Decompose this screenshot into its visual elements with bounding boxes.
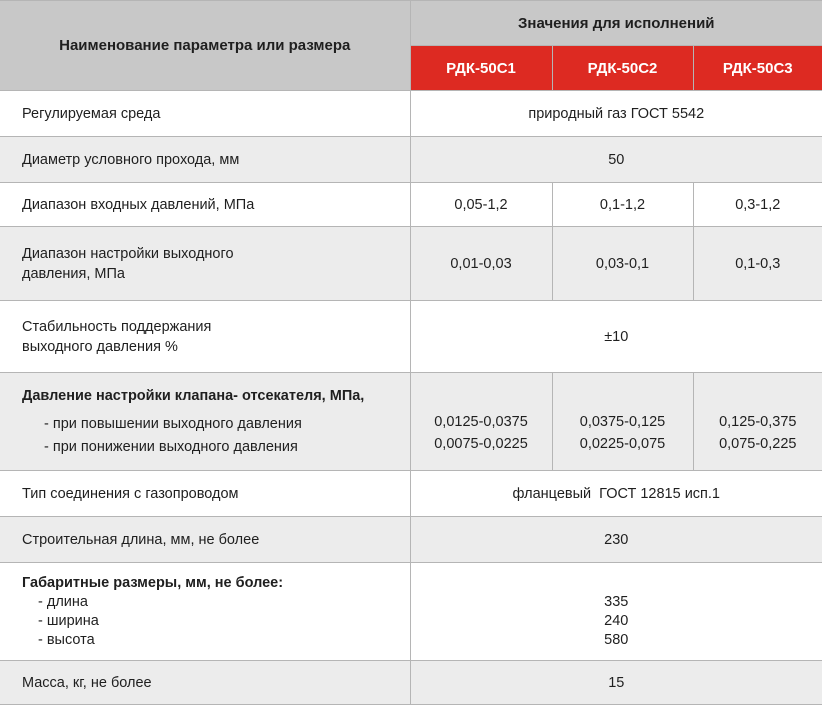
row-name-outlet-line1: Диапазон настройки выходного xyxy=(22,245,234,262)
row-value-shutoff-3-high: 0,125-0,375 xyxy=(719,413,797,430)
param-column-header: Наименование параметра или размера xyxy=(0,1,410,91)
row-value-inlet-1: 0,05-1,2 xyxy=(410,183,552,227)
row-name-stability-line2: выходного давления % xyxy=(22,338,178,355)
row-name-dimensions xyxy=(0,563,410,661)
row-value-length: 230 xyxy=(410,517,822,563)
table-row-connection xyxy=(0,471,822,517)
row-value-shutoff-3-low: 0,075-0,225 xyxy=(719,435,797,452)
row-name-dimensions-sub3: - высота xyxy=(38,631,95,648)
row-value-outlet-3: 0,1-0,3 xyxy=(693,227,822,301)
table-row-inlet xyxy=(0,183,822,227)
table-row-diameter xyxy=(0,137,822,183)
model-header-1: РДК-50С1 xyxy=(410,46,552,91)
row-name-outlet-line2: давления, МПа xyxy=(22,265,126,282)
row-name-mass: Масса, кг, не более xyxy=(0,661,410,705)
row-name-diameter: Диаметр условного прохода, мм xyxy=(0,137,410,183)
model-header-3: РДК-50С3 xyxy=(693,46,822,91)
row-value-shutoff-1-low: 0,0075-0,0225 xyxy=(434,435,528,452)
row-value-dimensions-3: 580 xyxy=(604,632,629,648)
row-name-outlet xyxy=(0,227,410,301)
row-value-outlet-2: 0,03-0,1 xyxy=(552,227,693,301)
row-name-dimensions-sub1: - длина xyxy=(38,593,88,610)
model-header-2: РДК-50С2 xyxy=(552,46,693,91)
table-row-mass xyxy=(0,661,822,705)
row-name-length: Строительная длина, мм, не более xyxy=(0,517,410,563)
row-value-shutoff-3 xyxy=(693,373,822,471)
row-name-shutoff-sub2: - при понижении выходного давления xyxy=(44,438,298,455)
table-row-outlet xyxy=(0,227,822,301)
table-row-stability xyxy=(0,301,822,373)
table-row-length xyxy=(0,517,822,563)
row-name-shutoff-sub1: - при повышении выходного давления xyxy=(44,415,302,432)
row-value-inlet-3: 0,3-1,2 xyxy=(693,183,822,227)
row-value-inlet-2: 0,1-1,2 xyxy=(552,183,693,227)
table-row-shutoff xyxy=(0,373,822,471)
row-value-shutoff-2 xyxy=(552,373,693,471)
row-value-shutoff-2-low: 0,0225-0,075 xyxy=(579,435,666,452)
row-value-dimensions xyxy=(410,563,822,661)
row-value-connection: фланцевый ГОСТ 12815 исп.1 xyxy=(410,471,822,517)
row-value-diameter: 50 xyxy=(410,137,822,183)
row-name-shutoff xyxy=(0,373,410,471)
row-value-stability: ±10 xyxy=(410,301,822,373)
row-name-inlet: Диапазон входных давлений, МПа xyxy=(0,183,410,227)
row-name-connection: Тип соединения с газопроводом xyxy=(0,471,410,517)
row-value-shutoff-2-high: 0,0375-0,125 xyxy=(579,413,666,430)
row-name-medium: Регулируемая среда xyxy=(0,91,410,137)
row-value-dimensions-1: 335 xyxy=(604,594,629,610)
row-name-dimensions-title: Габаритные размеры, мм, не более: xyxy=(22,574,284,591)
row-value-medium: природный газ ГОСТ 5542 xyxy=(410,91,822,137)
row-value-mass: 15 xyxy=(410,661,822,705)
table-row-medium xyxy=(0,91,822,137)
row-value-shutoff-1-high: 0,0125-0,0375 xyxy=(434,413,528,430)
values-column-header: Значения для исполнений xyxy=(410,1,822,46)
row-value-outlet-1: 0,01-0,03 xyxy=(410,227,552,301)
row-value-dimensions-2: 240 xyxy=(604,613,629,629)
row-name-stability xyxy=(0,301,410,373)
table-row-dimensions xyxy=(0,563,822,661)
row-name-dimensions-sub2: - ширина xyxy=(38,612,99,629)
row-name-stability-line1: Стабильность поддержания xyxy=(22,318,212,335)
row-value-shutoff-1 xyxy=(410,373,552,471)
row-name-shutoff-title: Давление настройки клапана- отсекателя, МПа, xyxy=(22,387,365,404)
header-row-top xyxy=(0,1,822,46)
